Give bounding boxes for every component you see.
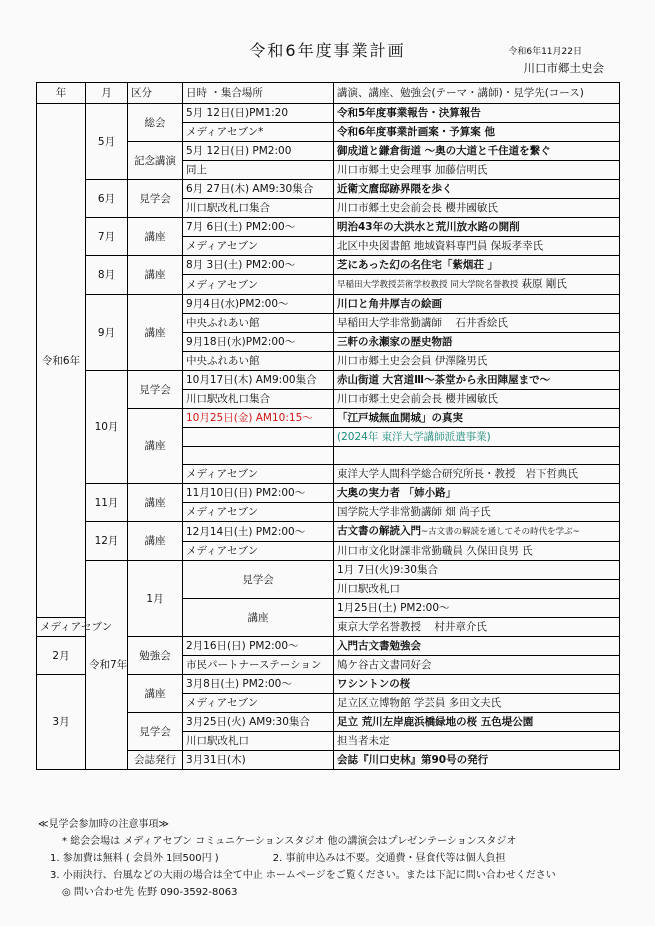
- table-header-row: [37, 83, 620, 104]
- venue-cell: メディアセブン: [183, 465, 334, 484]
- speaker-cell: 担当者未定: [334, 732, 620, 751]
- datetime-cell: 1月 7日(火)9:30集合: [334, 561, 620, 580]
- speaker-cell: 北区中央図書館 地域資料専門員 保坂孝幸氏: [334, 237, 620, 256]
- datetime-cell-empty: [183, 447, 334, 465]
- venue-cell: 川口駅改札口集合: [183, 390, 334, 409]
- topic-cell: 近衛文麿邸跡界隈を歩く: [334, 180, 620, 199]
- month-cell: 9月: [86, 295, 128, 371]
- datetime-cell: 9月4日(水)PM2:00～: [183, 295, 334, 314]
- speaker-name: 村井章介氏: [434, 621, 487, 633]
- category-cell: 記念講演: [128, 142, 183, 180]
- speaker-affiliation: 東京大学名誉教授: [337, 621, 421, 633]
- category-cell: 講座: [128, 295, 183, 371]
- speaker-cell: 国学院大学非常勤講師 畑 尚子氏: [334, 503, 620, 522]
- topic-cell: 入門古文書勉強会: [334, 637, 620, 656]
- col-header-topic: 講演、講座、勉強会(テーマ・講師)・見学先(コース): [334, 83, 620, 104]
- category-cell: 見学会: [128, 371, 183, 409]
- datetime-cell: 3月25日(火) AM9:30集合: [183, 713, 334, 732]
- speaker-cell: [334, 618, 620, 637]
- note-line: [50, 850, 556, 867]
- speaker-cell: [334, 465, 620, 484]
- speaker-cell: 川口市郷土史会理事 加藤信明氏: [334, 161, 620, 180]
- venue-cell: 川口駅改札口: [183, 732, 334, 751]
- note-fee: 1. 参加費は無料 ( 会員外 1回500円 ): [50, 853, 219, 864]
- category-cell: 講座: [183, 599, 334, 637]
- category-cell: 講座: [128, 218, 183, 256]
- datetime-cell: 11月10日(日) PM2:00～: [183, 484, 334, 503]
- schedule-table: [36, 82, 620, 770]
- datetime-cell: 7月 6日(土) PM2:00～: [183, 218, 334, 237]
- topic-cell: 三軒の永瀬家の歴史物語: [334, 333, 620, 352]
- month-cell: 6月: [86, 180, 128, 218]
- page-title: 令和6年度事業計画: [249, 41, 406, 60]
- month-cell: 8月: [86, 256, 128, 295]
- topic-cell: 「江戸城無血開城」の真実: [334, 409, 620, 428]
- month-cell: 11月: [86, 484, 128, 522]
- datetime-cell: 5月 12日(日) PM2:00: [183, 142, 334, 161]
- speaker-cell: 川口市郷土史会前会長 櫻井國敏氏: [334, 390, 620, 409]
- topic-cell: 御成道と鎌倉街道 ～奥の大道と千住道を繋ぐ: [334, 142, 620, 161]
- datetime-cell: 1月25日(土) PM2:00～: [334, 599, 620, 618]
- speaker-cell: 足立区立博物館 学芸員 多田文夫氏: [334, 694, 620, 713]
- topic-cell-empty: [334, 447, 620, 465]
- category-cell: 講座: [128, 484, 183, 522]
- speaker-affiliation: 早稲田大学教授芸術学校教授 同大学院名誉教授: [337, 280, 519, 290]
- topic-subtitle: ~古文書の解読を通してその時代を学ぶ~: [421, 527, 580, 537]
- datetime-cell: 3月31日(木): [183, 751, 334, 770]
- category-cell: 総会: [128, 104, 183, 142]
- category-cell: 会誌発行: [128, 751, 183, 770]
- datetime-cell: 5月 12日(日)PM1:20: [183, 104, 334, 123]
- month-cell: 5月: [86, 104, 128, 180]
- speaker-affiliation: 東洋大学人間科学総合研究所長・教授: [337, 468, 516, 480]
- topic-cell: 明治43年の大洪水と荒川放水路の開削: [334, 218, 620, 237]
- venue-cell: 中央ふれあい館: [183, 314, 334, 333]
- col-header-datetime: 日時 ・集合場所: [183, 83, 334, 104]
- datetime-cell: 10月25日(金) AM10:15～: [183, 409, 334, 428]
- topic-cell: 川口と角井厚吉の絵画: [334, 295, 620, 314]
- notes-section: [38, 816, 556, 901]
- datetime-cell: 2月16日(日) PM2:00～: [183, 637, 334, 656]
- datetime-cell: 8月 3日(土) PM2:00～: [183, 256, 334, 275]
- topic-cell: 令和6年度事業計画案・予算案 他: [334, 123, 620, 142]
- speaker-cell: 鳩ケ谷古文書同好会: [334, 656, 620, 675]
- note-venue: * 総会会場は メディアセブン コミュニケーションスタジオ 他の講演会はプレゼンテーションスタジオ: [62, 836, 517, 847]
- month-cell: 1月: [128, 561, 183, 637]
- year-cell: 令和7年: [86, 561, 128, 770]
- datetime-cell-empty: [183, 428, 334, 447]
- topic-cell: ワシントンの桜: [334, 675, 620, 694]
- topic-cell: 大奥の実力者 「姉小路」: [334, 484, 620, 503]
- topic-cell: 足立 荒川左岸鹿浜橋緑地の桜 五色堤公園: [334, 713, 620, 732]
- topic-title: 古文書の解読入門: [337, 525, 421, 537]
- venue-cell: 川口駅改札口: [334, 580, 620, 599]
- venue-cell: 川口駅改札口集合: [183, 199, 334, 218]
- speaker-cell: 川口市郷土史会前会長 櫻井國敏氏: [334, 199, 620, 218]
- topic-cell: 赤山街道 大宮道Ⅲ～茶堂から永田陣屋まで～: [334, 371, 620, 390]
- datetime-cell: 6月 27日(木) AM9:30集合: [183, 180, 334, 199]
- month-cell: 2月: [37, 637, 86, 675]
- category-cell: 見学会: [128, 180, 183, 218]
- venue-cell: 同上: [183, 161, 334, 180]
- speaker-cell: 川口市郷土史会会員 伊澤隆男氏: [334, 352, 620, 371]
- speaker-cell: [334, 275, 620, 295]
- venue-cell: メディアセブン: [37, 618, 86, 637]
- topic-cell: [334, 522, 620, 542]
- speaker-name: 岩下哲典氏: [525, 468, 579, 480]
- speaker-name: 萩原 剛氏: [521, 278, 567, 290]
- category-cell: 講座: [128, 522, 183, 561]
- venue-cell: メディアセブン: [183, 503, 334, 522]
- venue-cell: メディアセブン: [183, 694, 334, 713]
- venue-cell: 市民パートナーステーション: [183, 656, 334, 675]
- speaker-cell: 川口市文化財課非常勤職員 久保田良男 氏: [334, 542, 620, 561]
- venue-cell: 中央ふれあい館: [183, 352, 334, 371]
- datetime-cell: 10月17日(木) AM9:00集合: [183, 371, 334, 390]
- speaker-name: 石井香絵氏: [455, 317, 508, 329]
- document-date: 令和6年11月22日: [508, 47, 582, 57]
- category-cell: 講座: [128, 409, 183, 484]
- organization-name: 川口市郷土史会: [523, 61, 604, 75]
- notes-heading: ≪見学会参加時の注意事項≫: [38, 819, 169, 830]
- month-cell: 7月: [86, 218, 128, 256]
- category-cell: 見学会: [183, 561, 334, 599]
- datetime-cell: 3月8日(土) PM2:00～: [183, 675, 334, 694]
- venue-cell: メディアセブン: [183, 542, 334, 561]
- topic-cell: 令和5年度事業報告・決算報告: [334, 104, 620, 123]
- col-header-month: 月: [86, 83, 128, 104]
- category-cell: 見学会: [128, 713, 183, 751]
- speaker-affiliation: 早稲田大学非常勤講師: [337, 317, 442, 329]
- category-cell: 勉強会: [128, 637, 183, 675]
- venue-cell: メディアセブン: [183, 275, 334, 295]
- year-cell: 令和6年: [37, 104, 86, 618]
- contact-info: ◎ 問い合わせ先 佐野 090-3592-8063: [62, 887, 238, 898]
- col-header-category: 区分: [128, 83, 183, 104]
- speaker-cell: [334, 314, 620, 333]
- category-cell: 講座: [128, 256, 183, 295]
- month-cell: 12月: [86, 522, 128, 561]
- category-cell: 講座: [128, 675, 183, 713]
- month-cell: 3月: [37, 675, 86, 770]
- venue-cell: メディアセブン: [183, 237, 334, 256]
- datetime-cell: 12月14日(土) PM2:00～: [183, 522, 334, 542]
- program-note: (2024年 東洋大学講師派遣事業): [334, 428, 620, 447]
- topic-cell: 会誌『川口史林』第90号の発行: [334, 751, 620, 770]
- note-weather: 3. 小雨決行、台風などの大雨の場合は全て中止 ホームページをご覧ください。または下記に問い合わせください: [50, 870, 556, 881]
- note-registration: 2. 事前申込みは不要。交通費・昼食代等は個人負担: [272, 853, 506, 864]
- topic-cell: 芝にあった幻の名住宅「紫烟荘 」: [334, 256, 620, 275]
- datetime-cell: 9月18日(水)PM2:00～: [183, 333, 334, 352]
- col-header-year: 年: [37, 83, 86, 104]
- month-cell: 10月: [86, 371, 128, 484]
- venue-cell: メディアセブン*: [183, 123, 334, 142]
